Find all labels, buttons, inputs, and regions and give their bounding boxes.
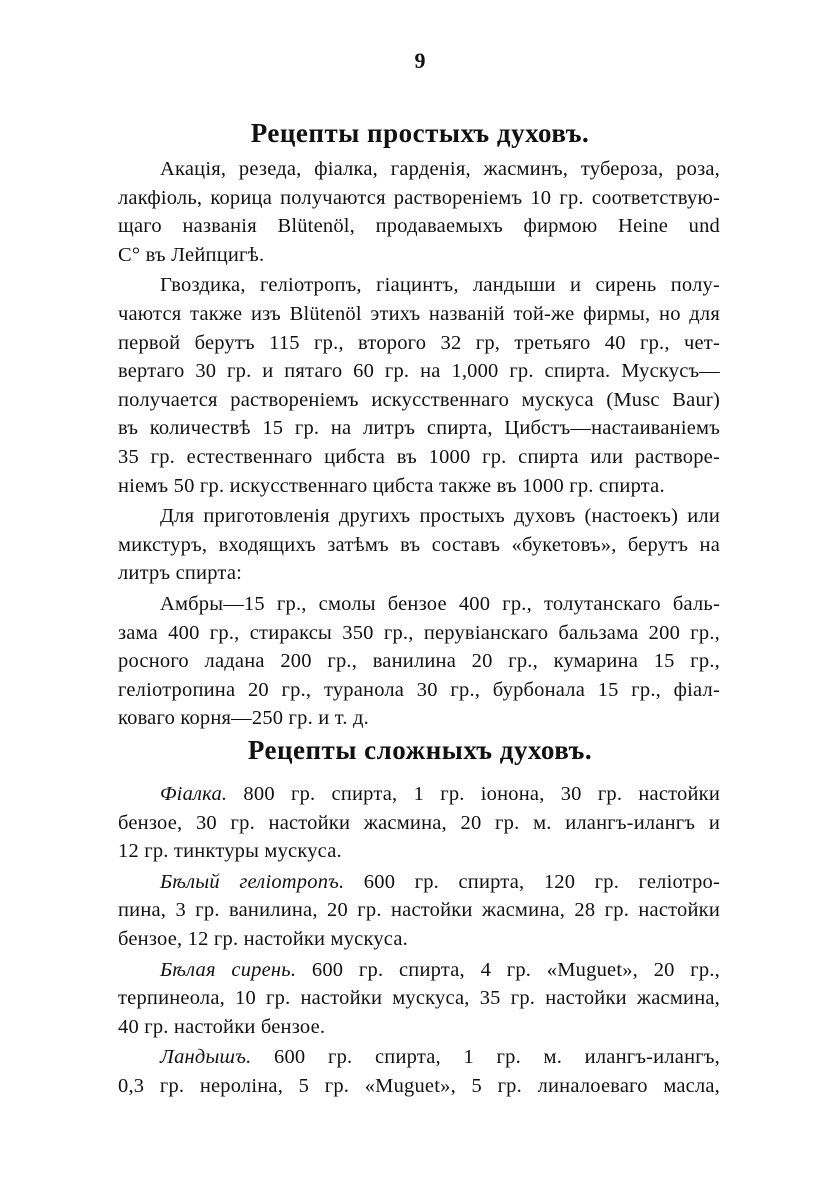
text-line: вертаго 30 гр. и пятаго 60 гр. на 1,000 гр. спирта. Мускусъ— xyxy=(118,360,720,383)
text-line: въ количествѣ 15 гр. на литръ спирта, Цибстъ—настаиваніемъ xyxy=(118,417,720,440)
text-line: чаются также изъ Blütenöl этихъ названій той-же фирмы, но для xyxy=(118,302,720,325)
recipe-text: 600 гр. спирта, 4 гр. «Muguet», 20 гр., xyxy=(296,958,721,981)
section-complex-perfumes xyxy=(118,780,720,1101)
text-line: лакфіоль, корица получаются раствореніемъ 10 гр. соответствую- xyxy=(118,186,720,209)
section-title-complex-perfumes: Рецепты сложныхъ духовъ. xyxy=(247,735,593,765)
recipe-violet xyxy=(118,780,720,866)
text-line xyxy=(118,956,720,985)
page-number: 9 xyxy=(414,48,426,73)
recipe-name: Фіалка. xyxy=(160,783,228,805)
text-line: зама 400 гр., стираксы 350 гр., перувіанскаго бальзама 200 гр., xyxy=(118,621,720,644)
text-line: Амбры—15 гр., смолы бензое 400 гр., толутанскаго баль- xyxy=(160,592,720,615)
text-line: коваго корня—250 гр. и т. д. xyxy=(118,707,369,730)
paragraph-acacia xyxy=(118,155,720,269)
text-line: терпинеола, 10 гр. настойки мускуса, 35 гр. настойки жасмина, xyxy=(118,987,720,1010)
paragraph-carnation xyxy=(118,271,720,500)
text-line: ніемъ 50 гр. искусственнаго цибста также въ 1000 гр. спирта. xyxy=(118,474,665,497)
recipe-white-heliotrope xyxy=(118,868,720,954)
text-line: бензое, 30 гр. настойки жасмина, 20 гр. м. илангъ-илангъ и xyxy=(118,811,720,834)
text-line: C° въ Лейпцигѣ. xyxy=(118,243,265,266)
text-line: Для приготовленія другихъ простыхъ духовъ (настоекъ) или xyxy=(160,505,720,528)
text-line: 40 гр. настойки бензое. xyxy=(118,1015,326,1038)
paragraph-other-perfumes xyxy=(118,502,720,588)
text-line: щаго названія Blütenöl, продаваемыхъ фирмою Heine und xyxy=(118,215,720,238)
text-line: первой берутъ 115 гр., второго 32 гр, третьяго 40 гр., чет- xyxy=(118,331,720,354)
text-line: 12 гр. тинктуры мускуса. xyxy=(118,840,342,863)
recipe-name: Ландышъ. xyxy=(160,1046,252,1069)
recipe-text: 800 гр. спирта, 1 гр. іонона, 30 гр. настойки xyxy=(227,783,720,805)
text-line: Гвоздика, геліотропъ, гіацинтъ, ландыши и сирень полу- xyxy=(160,274,720,297)
text-line: росного ладана 200 гр., ванилина 20 гр., кумарина 15 гр., xyxy=(118,650,720,673)
section-title-simple-perfumes: Рецепты простыхъ духовъ. xyxy=(250,118,590,148)
text-line: пина, 3 гр. ванилина, 20 гр. настойки жасмина, 28 гр. настойки xyxy=(118,899,720,922)
text-line: получается раствореніемъ искусственнаго мускуса (Musc Baur) xyxy=(118,388,720,411)
text-line: литръ спирта: xyxy=(118,562,243,585)
recipe-name: Бѣлый геліотропъ. xyxy=(160,870,345,893)
section-simple-perfumes xyxy=(118,155,720,733)
text-line xyxy=(118,1043,720,1072)
recipe-text: 600 гр. спирта, 120 гр. геліотро- xyxy=(344,870,720,893)
text-line xyxy=(118,868,720,897)
text-line xyxy=(118,780,720,809)
paragraph-amber-list xyxy=(118,590,720,733)
text-line: 35 гр. естественнаго цибста въ 1000 гр. спирта или растворе- xyxy=(118,445,720,468)
text-line: геліотропина 20 гр., туранола 30 гр., бурбонала 15 гр., фіал- xyxy=(118,678,720,701)
text-line: 0,3 гр. нероліна, 5 гр. «Muguet», 5 гр. линалоеваго масла, xyxy=(118,1074,720,1097)
text-line: микстуръ, входящихъ затѣмъ въ составъ «букетовъ», берутъ на xyxy=(118,533,720,556)
recipe-text: 600 гр. спирта, 1 гр. м. илангъ-илангъ, xyxy=(251,1046,720,1069)
text-line: Акація, резеда, фіалка, гарденія, жасминъ, тубероза, роза, xyxy=(160,158,720,180)
recipe-lily-of-the-valley xyxy=(118,1043,720,1100)
text-line: бензое, 12 гр. настойки мускуса. xyxy=(118,927,408,950)
recipe-name: Бѣлая сирень. xyxy=(160,958,297,981)
recipe-white-lilac xyxy=(118,956,720,1042)
